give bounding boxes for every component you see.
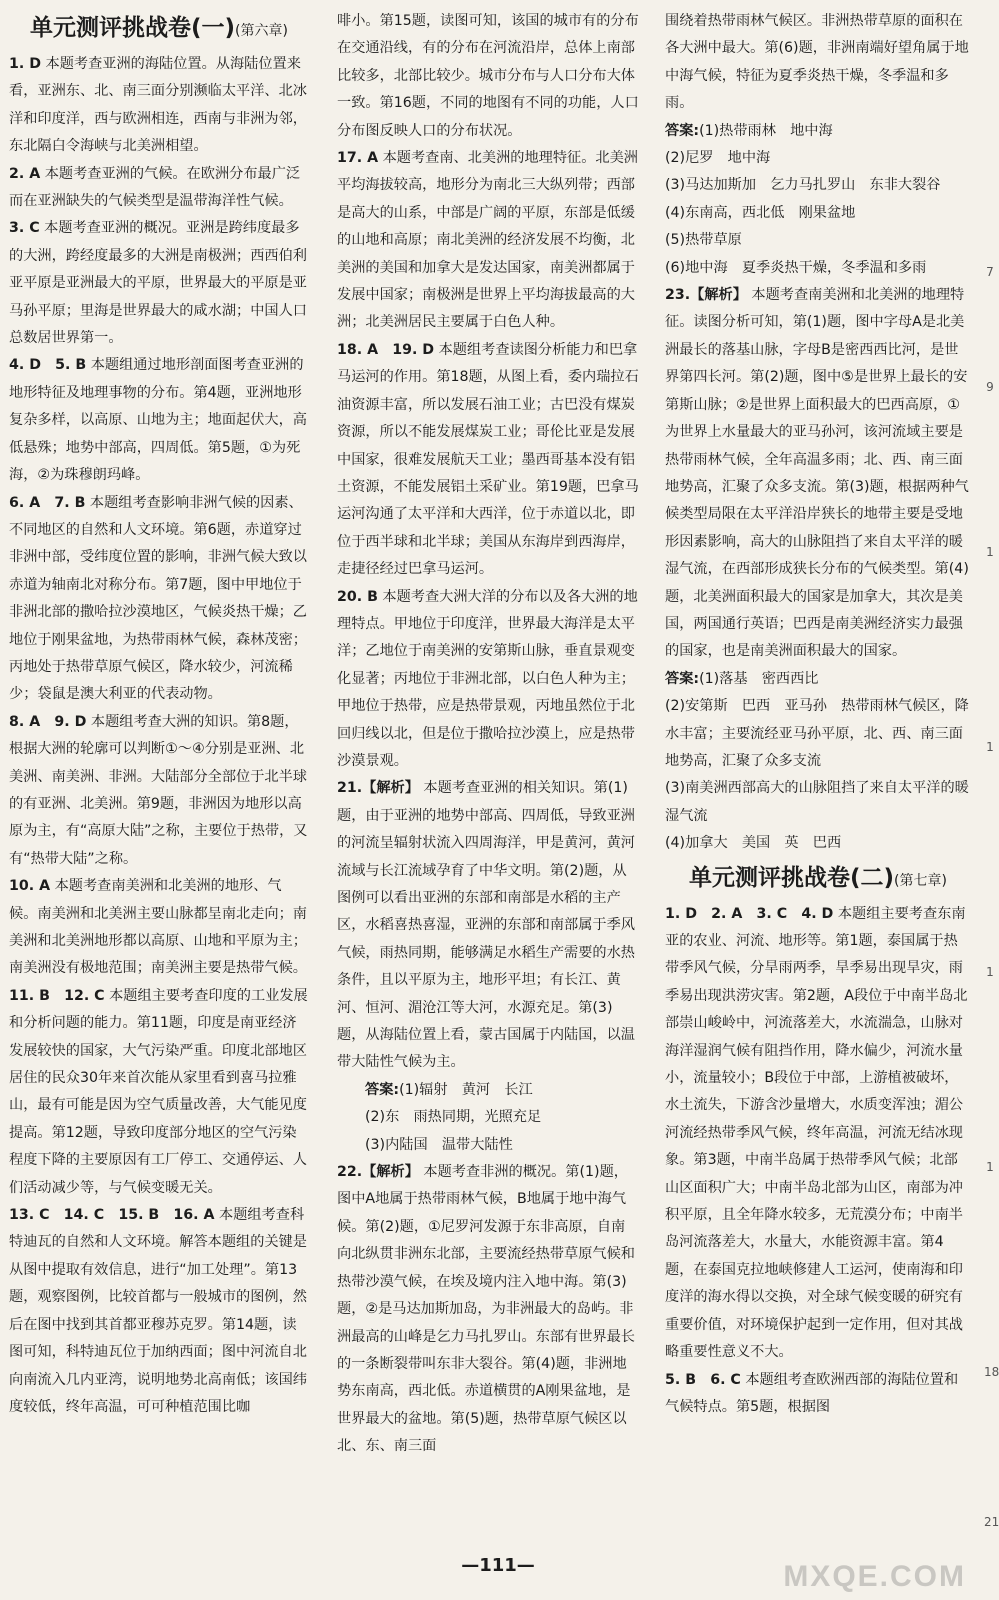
analysis-23 <box>665 282 971 666</box>
answer-text: 本题考查亚洲的概况。亚洲是跨纬度最多的大洲，跨经度最多的大洲是南极洲；西西伯利亚平原是亚洲最大的平原，世界最大的平原是亚马孙平原；里海是世界最大的咸水湖；中国人口总数居世界第一。 <box>9 220 307 347</box>
answer-text: 本题考查大洲大洋的分布以及各大洲的地理特点。甲地位于印度洋，世界最大海洋是太平洋；乙地位于南美洲的安第斯山脉，垂直景观变化显著；丙地位于非洲北部，以白色人种为主；甲地位于热带，应是热带景观，丙地虽然位于北回归线以北，但是位于撒哈拉沙漠上，应是热带沙漠景观。 <box>337 588 638 769</box>
question-number: 6. A 7. B <box>9 494 86 511</box>
column-1 <box>9 8 309 1421</box>
answer-line <box>365 1104 639 1131</box>
answer-line <box>665 666 971 693</box>
edge-mark: 9 <box>986 380 994 394</box>
question-number: 20. B <box>337 588 378 605</box>
question-number: 23.【解析】 <box>665 287 747 304</box>
answer-value: (3)内陆国 温带大陆性 <box>365 1136 513 1153</box>
edge-mark: 1 <box>986 965 994 979</box>
answer-label: 答案: <box>365 1081 400 1098</box>
question-number: 1. D <box>9 56 41 72</box>
answer-item <box>337 8 639 145</box>
question-number: 3. C <box>9 220 40 237</box>
answer-item <box>337 775 639 1076</box>
answer-item <box>337 145 639 337</box>
column-2 <box>337 8 639 1461</box>
answer-text: 本题组考查欧洲西部的海陆位置和气候特点。第5题，根据图 <box>665 1371 959 1415</box>
answer-item <box>9 873 309 983</box>
answer-item <box>9 709 309 873</box>
answer-item <box>9 1202 309 1421</box>
answer-block-23 <box>665 666 971 858</box>
answer-text: 本题考查亚洲的相关知识。第(1)题，由于亚洲的地势中部高、四周低，导致亚洲的河流呈辐射状流入四周海洋，甲是黄河，黄河流域与长江流域孕育了中华文明。第(2)题，从图例可以看出亚洲的东部和南部是水稻的主产区，水稻喜热喜湿，亚洲的东部和南部属于季风气候，雨热同期，能够满足水稻生产需要的水热条件，且以平原为主，地形平坦；有长江、黄河、恒河、湄沧江等大河，水源充足。第(3)题，从海陆位置上看，蒙古国属于内陆国，以温带大陆性气候为主。 <box>337 780 635 1071</box>
answer-line <box>665 255 971 282</box>
answer-text: 本题组考查读图分析能力和巴拿马运河的作用。第18题，从图上看，委内瑞拉石油资源丰富，所以发展石油工业；古巴没有煤炭资源，所以不能发展煤炭工业；哥伦比亚是发展中国家，很难发展航天工业；墨西哥基本没有铝土资源，不能发展铝土采矿业。第19题，巴拿马运河沟通了太平洋和大西洋，位于赤道以北，即位于西半球和北半球；美国从东海岸到西海岸，走捷径经过巴拿马运河。 <box>337 341 639 578</box>
answer-text: 本题组考查科特迪瓦的自然和人文环境。解答本题组的关键是从图中提取有效信息，进行“加工处理”。第13题，观察图例，比较首都与一般城市的图例，然后在图中找到其首都亚穆苏克罗。第14题，读图可知，科特迪瓦位于加纳西面；图中河流自北向南流入几内亚湾，说明地势北高南低；该国纬度较低，终年高温，可可种植范围比咖 <box>9 1207 307 1415</box>
answer-value: (3)南美洲西部高大的山脉阻挡了来自太平洋的暖湿气流 <box>665 780 969 824</box>
answer-list-2b <box>337 1159 639 1460</box>
answer-item <box>337 1159 639 1460</box>
answer-line <box>665 693 971 775</box>
answer-value: (1)辐射 黄河 长江 <box>399 1081 533 1098</box>
question-number: 18. A 19. D <box>337 341 435 358</box>
answer-block-22 <box>665 118 971 282</box>
answer-value: (4)东南高，西北低 刚果盆地 <box>665 204 856 221</box>
answer-value: (5)热带草原 <box>665 232 742 249</box>
question-number: 21.【解析】 <box>337 780 419 797</box>
answer-text: 本题组考查大洲的知识。第8题，根据大洲的轮廓可以判断①～④分别是亚洲、北美洲、南美洲、非洲。大陆部分全部位于北半球的有亚洲、北美洲。第9题，非洲因为地形以高原为主，有“高原大陆”之称，主要位于热带，又有“热带大陆”之称。 <box>9 713 308 867</box>
answer-value: (2)安第斯 巴西 亚马孙 热带雨林气候区，降水丰富；主要流经亚马孙平原，北、西、南三面地势高，汇聚了众多支流 <box>665 698 969 769</box>
edge-mark: 18 <box>984 1365 999 1379</box>
answer-item <box>337 337 639 584</box>
question-number: 8. A 9. D <box>9 713 87 730</box>
watermark: MXQE.COM <box>783 1560 966 1593</box>
answer-text: 啡小。第15题，读图可知，该国的城市有的分布在交通沿线，有的分布在河流沿岸，总体上南部比较多，北部比较少。城市分布与人口分布大体一致。第16题，不同的地图有不同的功能，人口分布图反映人口的分布状况。 <box>337 13 639 139</box>
answer-text: 本题组主要考查东南亚的农业、河流、地形等。第1题，泰国属于热带季风气候，分旱雨两季，旱季易出现旱灾，雨季易出现洪涝灾害。第2题，A段位于中南半岛北部崇山峻岭中，河流落差大，水流湍急，山脉对海洋湿润气候有阻挡作用，降水偏少，河流水量小，流量较小；B段位于中部，上游植被破坏，水土流失，下游含沙量增大，水质变浑浊；湄公河流经热带季风气候，终年高温，河流无结冰现象。第3题，中南半岛属于热带季风气候；北部山区面积广大；中南半岛北部为山区，南部为冲积平原，且全年降水较多，无荒漠分布；中南半岛河流落差大，水量大，水能资源丰富。第4题，在泰国克拉地峡修建人工运河，使南海和印度洋的海水得以交换，对全球气候变暖的研究有重要价值，对环境保护起到一定作用，但对其战略重要性意义不大。 <box>665 905 968 1361</box>
answer-item <box>9 983 309 1202</box>
answer-text: 本题组通过地形剖面图考查亚洲的地形特征及地理事物的分布。第4题，亚洲地形复杂多样，以高原、山地为主；地面起伏大，高低悬殊；地势中部高，四周低。第5题，①为死海，②为珠穆朗玛峰。 <box>9 357 307 484</box>
question-number: 10. A <box>9 878 51 895</box>
question-number: 17. A <box>337 150 379 167</box>
answer-item <box>9 352 309 489</box>
answer-list-1 <box>9 51 309 1421</box>
continued-paragraph: 围绕着热带雨林气候区。非洲热带草原的面积在各大洲中最大。第(6)题，非洲南端好望角属于地中海气候，特征为夏季炎热干燥，冬季温和多雨。 <box>665 13 969 112</box>
question-number: 2. A <box>9 165 41 182</box>
answer-value: (6)地中海 夏季炎热干燥，冬季温和多雨 <box>665 259 927 276</box>
answer-label: 答案: <box>665 670 700 687</box>
column-3 <box>665 8 971 1421</box>
page-number: —111— <box>461 1555 535 1576</box>
answer-value: (2)东 雨热同期，光照充足 <box>365 1109 542 1126</box>
edge-mark: 1 <box>986 545 994 559</box>
answer-label: 答案: <box>665 122 700 139</box>
section-title-text: 单元测评挑战卷(一) <box>30 15 236 41</box>
answer-line <box>365 1077 639 1104</box>
answer-item <box>665 1367 971 1422</box>
question-number: 22.【解析】 <box>337 1164 419 1181</box>
answer-item <box>9 161 309 216</box>
section-subtitle-2: (第七章) <box>894 872 947 889</box>
question-number: 13. C 14. C 15. B 16. A <box>9 1207 215 1224</box>
answer-line <box>665 118 971 145</box>
answer-line <box>665 227 971 254</box>
answer-item <box>665 282 971 666</box>
answer-list-3 <box>665 901 971 1422</box>
answer-text: 本题考查非洲的概况。第(1)题，图中A地属于热带雨林气候，B地属于地中海气候。第(2)题，①尼罗河发源于东非高原，自南向北纵贯非洲东北部，主要流经热带草原气候和热带沙漠气候，在埃及境内注入地中海。第(3)题，②是马达加斯加岛，为非洲最大的岛屿。非洲最高的山峰是乞力马扎罗山。东部有世界最长的一条断裂带叫东非大裂谷。第(4)题，非洲地势东南高，西北低。赤道横贯的A刚果盆地，是世界最大的盆地。第(5)题，热带草原气候区以北、东、南三面 <box>337 1164 635 1455</box>
answer-text: 本题考查南美洲和北美洲的地形、气候。南美洲和北美洲主要山脉都呈南北走向；南美洲和北美洲地形都以高原、山地和平原为主；南美洲没有极地范围；南美洲主要是热带气候。 <box>9 878 307 977</box>
question-number: 1. D 2. A 3. C 4. D <box>665 905 834 922</box>
answer-block-21 <box>337 1077 639 1159</box>
answer-text: 本题组主要考查印度的工业发展和分析问题的能力。第11题，印度是南亚经济发展较快的国家，大气污染严重。印度北部地区居住的民众30年来首次能从家里看到喜马拉雅山，最有可能是因为空气质量改善，大气能见度提高。第12题，导致印度部分地区的空气污染程度下降的主要原因有工厂停工、交通停运、人们活动减少等，与气候变暖无关。 <box>9 987 308 1196</box>
answer-item <box>9 215 309 352</box>
edge-mark: 1 <box>986 1160 994 1174</box>
answer-item <box>665 901 971 1367</box>
question-number: 4. D 5. B <box>9 357 87 374</box>
answer-text: 本题考查南美洲和北美洲的地理特征。读图分析可知，第(1)题，图中字母A是北美洲最长的落基山脉，字母B是密西西比河，是世界第四长河。第(2)题，图中⑤是世界上最长的安第斯山脉；②是世界上面积最大的巴西高原，①为世界上水量最大的亚马孙河，该河流域主要是热带雨林气候，全年高温多雨；北、西、南三面地势高，汇聚了众多支流。第(3)题，根据两种气候类型局限在太平洋沿岸狭长的地带主要是受地形因素影响，高大的山脉阻挡了来自太平洋的暖湿气流，在西部形成狭长分布的气候类型。第(4)题，北美洲面积最大的国家是加拿大，其次是美国，两国通行英语；巴西是南美洲经济实力最强的国家，也是南美洲面积最大的国家。 <box>665 287 969 660</box>
edge-mark: 1 <box>986 740 994 754</box>
answer-text: 本题考查亚洲的气候。在欧洲分布最广泛而在亚洲缺失的气候类型是温带海洋性气候。 <box>9 165 301 210</box>
section-subtitle: (第六章) <box>235 23 288 39</box>
answer-line <box>665 200 971 227</box>
answer-item <box>337 584 639 776</box>
section-title-2 <box>665 858 971 901</box>
answer-line <box>665 830 971 857</box>
answer-value: (1)热带雨林 地中海 <box>699 122 833 139</box>
answer-value: (3)马达加斯加 乞力马扎罗山 东非大裂谷 <box>665 177 941 194</box>
answer-text: 本题组考查影响非洲气候的因素、不同地区的自然和人文环境。第6题，赤道穿过非洲中部，受纬度位置的影响，非洲气候大致以赤道为轴南北对称分布。第7题，图中甲地位于非洲北部的撒哈拉沙漠地区，气候炎热干燥；乙地位于刚果盆地，为热带雨林气候，森林茂密；丙地处于热带草原气候区，降水较少，河流稀少；袋鼠是澳大利亚的代表动物。 <box>9 494 307 703</box>
answer-line <box>365 1132 639 1159</box>
edge-mark: 21 <box>984 1515 999 1529</box>
answer-value: (4)加拿大 美国 英 巴西 <box>665 835 842 852</box>
section-title-1 <box>9 8 309 51</box>
question-number: 5. B 6. C <box>665 1371 741 1388</box>
answer-item <box>9 51 309 161</box>
answer-item <box>9 490 309 709</box>
answer-text: 本题考查亚洲的海陆位置。从海陆位置来看，亚洲东、北、南三面分别濒临太平洋、北冰洋和印度洋，西与欧洲相连，西南与非洲为邻，东北隔白令海峡与北美洲相望。 <box>9 56 307 155</box>
question-number: 11. B 12. C <box>9 987 105 1004</box>
edge-mark: 7 <box>986 265 994 279</box>
answer-value: (1)落基 密西西比 <box>699 670 819 687</box>
answer-value: (2)尼罗 地中海 <box>665 150 771 167</box>
answer-list-2 <box>337 8 639 1077</box>
answer-line <box>665 145 971 172</box>
answer-line <box>665 775 971 830</box>
answer-line <box>665 172 971 199</box>
answer-text: 本题考查南、北美洲的地理特征。北美洲平均海拔较高，地形分为南北三大纵列带；西部是高大的山系，中部是广阔的平原，东部是低缓的山地和高原；南北美洲的经济发展不均衡，北美洲的美国和加拿大是发达国家，南美洲都属于发展中国家；南极洲是世界上平均海拔最高的大洲；北美洲居民主要属于白色人种。 <box>337 150 638 331</box>
section-title-text-2: 单元测评挑战卷(二) <box>689 864 895 891</box>
